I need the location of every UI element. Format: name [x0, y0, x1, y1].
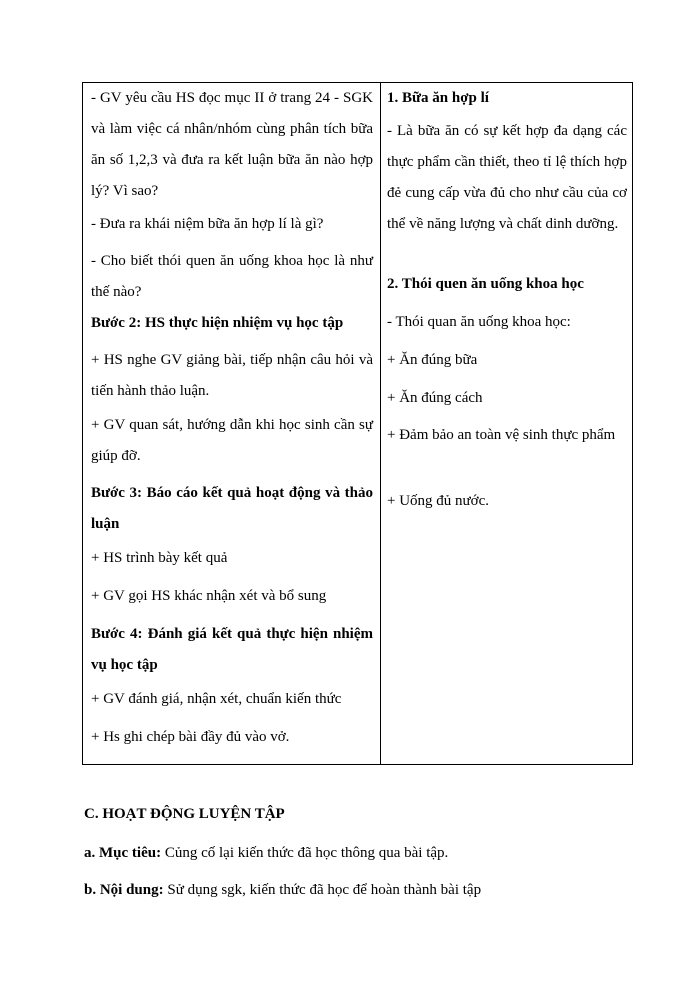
content-column	[381, 83, 632, 764]
right-item-4: + Uống đủ nước.	[387, 493, 490, 509]
goal-text: Củng cố lại kiến thức đã học thông qua bài tập.	[161, 845, 449, 861]
right-para-habits: - Thói quan ăn uống khoa học:	[387, 314, 571, 330]
section-heading: C. HOẠT ĐỘNG LUYỆN TẬP	[84, 806, 285, 822]
left-para-9: + GV gọi HS khác nhận xét và bổ sung	[91, 588, 327, 604]
left-para-8: + HS trình bày kết quả	[91, 550, 228, 566]
right-heading-2: 2. Thói quen ăn uống khoa học	[387, 276, 584, 292]
right-item-3: + Đảm bảo an toàn vệ sinh thực phẩm	[387, 427, 616, 443]
left-para-2: - Đưa ra khái niệm bữa ăn hợp lí là gì?	[91, 216, 324, 232]
left-para-5: + HS nghe GV giảng bài, tiếp nhận câu hỏi và tiến hành thảo luận.	[91, 352, 373, 399]
left-step-4-heading: Bước 4: Đánh giá kết quả thực hiện nhiệm vụ học tập	[91, 626, 373, 673]
right-heading-1: 1. Bữa ăn hợp lí	[387, 90, 489, 106]
left-step-3-heading: Bước 3: Báo cáo kết quả hoạt động và thảo luận	[91, 485, 373, 532]
left-para-6: + GV quan sát, hướng dẫn khi học sinh cần sự giúp đỡ.	[91, 417, 373, 464]
right-para-definition: - Là bữa ăn có sự kết hợp đa dạng các thực phẩm cần thiết, theo tỉ lệ thích hợp đẻ cung cấp vừa đủ cho như cầu của cơ thể về năng lượng và chất dinh dưỡng.	[387, 123, 627, 232]
content-line	[84, 880, 481, 900]
lesson-table	[82, 82, 633, 765]
left-para-12: + Hs ghi chép bài đầy đủ vào vở.	[91, 729, 290, 745]
left-step-2-heading: Bước 2: HS thực hiện nhiệm vụ học tập	[91, 315, 344, 331]
right-item-1: + Ăn đúng bữa	[387, 352, 478, 368]
content-label: b. Nội dung:	[84, 882, 164, 898]
left-para-3: - Cho biết thói quen ăn uống khoa học là như thế nào?	[91, 253, 373, 300]
teacher-activities-column	[83, 83, 381, 764]
content-text: Sử dụng sgk, kiến thức đã học để hoàn thành bài tập	[163, 882, 482, 898]
left-para-11: + GV đánh giá, nhận xét, chuẩn kiến thức	[91, 691, 342, 707]
goal-label: a. Mục tiêu:	[84, 845, 162, 861]
goal-line	[84, 843, 448, 863]
right-item-2: + Ăn đúng cách	[387, 390, 483, 406]
left-para-1: - GV yêu cầu HS đọc mục II ở trang 24 - SGK và làm việc cá nhân/nhóm cùng phân tích bữa ăn số 1,2,3 và đưa ra kết luận bữa ăn nào hợp lý? Vì sao?	[91, 90, 373, 199]
